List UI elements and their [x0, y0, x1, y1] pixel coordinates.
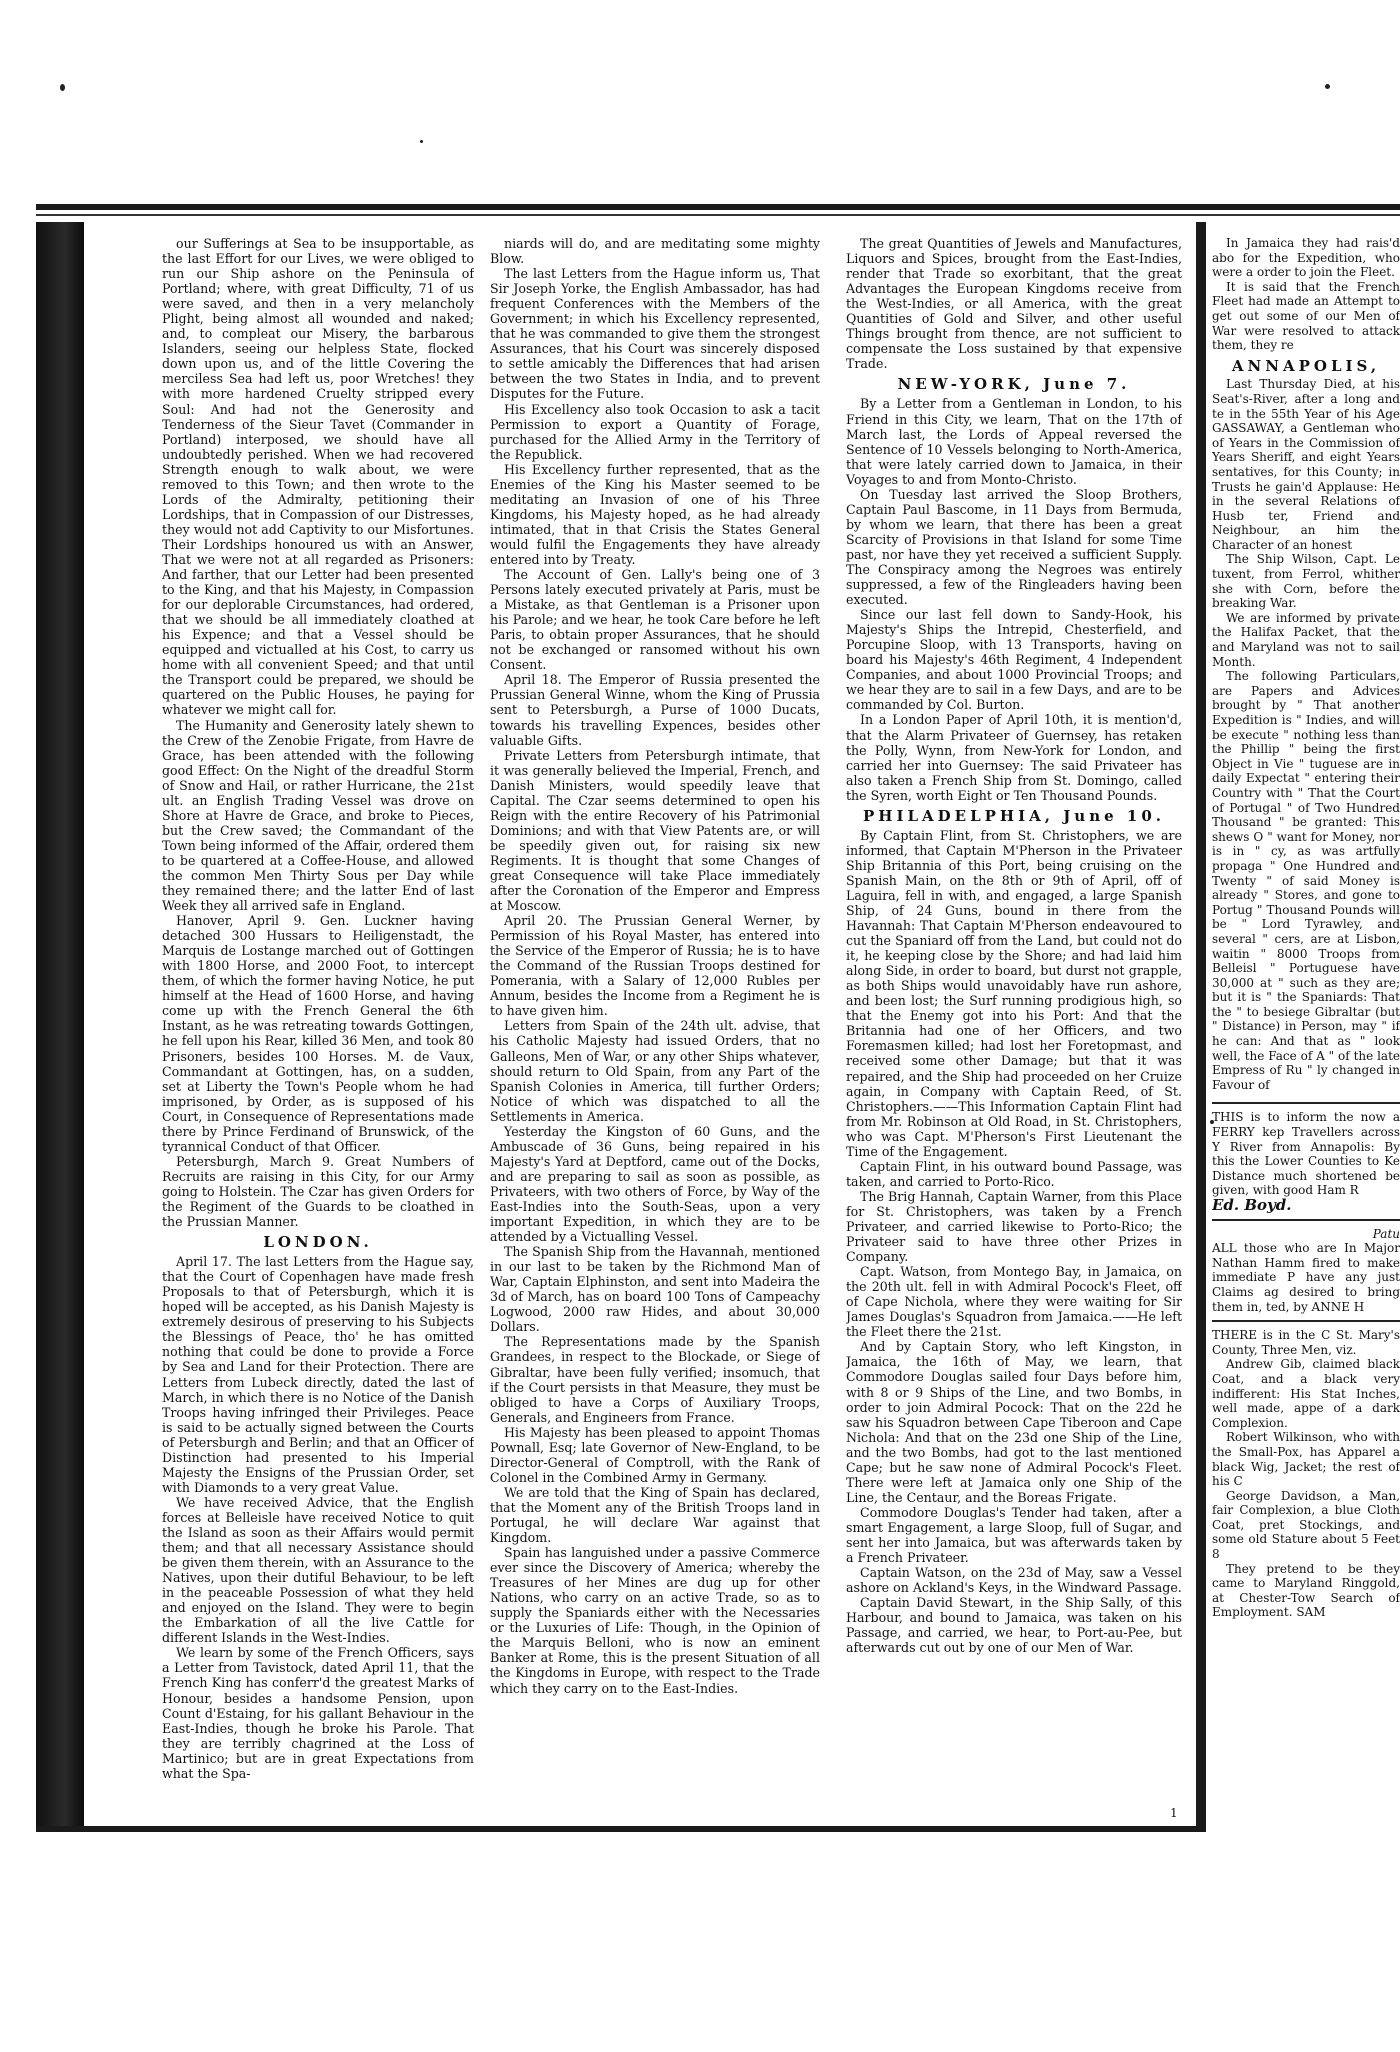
claims-advertisement: ALL those who are In Major Nathan Hamm fired to make immediate P have any just Claims ag desired to bring them in, ted, by ANNE H — [1212, 1241, 1400, 1314]
section-heading-new-york: NEW-YORK, June 7. — [897, 375, 1131, 394]
article-paragraph: The Spanish Ship from the Havannah, mentioned in our last to be taken by the Richmond Man of War, Captain Elphinston, and sent into Madeira the 3d of March, has on board 100 Tons of Campeachy Logwood, 2000 raw Hides, and about 30,000 Dollars. — [490, 1244, 820, 1335]
article-paragraph: His Excellency further represented, that as the Enemies of the King his Master seemed to be meditating an Invasion of one of his Three Kingdoms, his Majesty hoped, as he had already intimated, that in that Crisis the States General would fulfil the Engagements they have already entered into by Treaty. — [490, 461, 820, 567]
top-rule — [36, 204, 1400, 210]
article-paragraph: The Representations made by the Spanish Grandees, in respect to the Blockade, or Siege of Gibraltar, have been fully verified; insomuch, that if the Court persists in that Measure, they must be obliged to have a Corps of Auxiliary Troops, Generals, and Engineers from France. — [490, 1334, 820, 1425]
article-paragraph: niards will do, and are meditating some mighty Blow. — [490, 236, 820, 267]
article-paragraph: On Tuesday last arrived the Sloop Brothers, Captain Paul Bascome, in 11 Days from Bermuda, by whom we learn, that there has been a great Scarcity of Provisions in that Island for some Time past, nor have they yet received a sufficient Supply. The Conspiracy among the Negroes was entirely suppressed, a few of the Ringleaders having been executed. — [846, 486, 1182, 608]
section-heading-philadelphia: PHILADELPHIA, June 10. — [863, 806, 1165, 825]
top-rule-thin — [36, 214, 1400, 216]
column-1 — [162, 236, 474, 1812]
article-paragraph: We have received Advice, that the English forces at Belleisle have received Notice to quit the Island as soon as their Affairs would permit them; and that all necessary Assistance should be given them therein, with an Assurance to the Natives, upon their dutiful Behaviour, to be left in the peaceable Possession of what they held and enjoyed on the Island. They were to begin the Embarkation of all the live Cattle for different Islands in the West-Indies. — [162, 1494, 474, 1646]
section-heading-london: LONDON. — [263, 1233, 373, 1252]
article-paragraph: Yesterday the Kingston of 60 Guns, and the Ambuscade of 36 Guns, being repaired in his Majesty's Yard at Deptford, came out of the Docks, and are preparing to sail as soon as possible, as Privateers, with two others of Force, by Way of the East-Indies into the South-Seas, upon a very important Expedition, in which they are to be attended by a Victualling Vessel. — [490, 1123, 820, 1245]
advert-paragraph: George Davidson, a Man, fair Complexion, a blue Cloth Coat, pret Stockings, and some old Stature about 5 Feet 8 — [1212, 1488, 1400, 1562]
page-fold — [1196, 222, 1206, 1828]
article-paragraph: Hanover, April 9. Gen. Luckner having detached 300 Hussars to Heiligenstadt, the Marquis de Lostange marched out of Gottingen with 1800 Horse, and 2000 Foot, to intercept them, of which the former having Notice, he put himself at the Head of 1600 Horse, and having come up with the French General the 6th Instant, as he was retreating towards Gottingen, he fell upon his Rear, killed 36 Men, and took 80 Prisoners, besides 100 Horses. M. de Vaux, Commandant at Gottingen, has, on a sudden, set at Liberty the Town's People whom he had imprisoned, by Order, as is supposed of his Court, in Consequence of Representations made there by Prince Ferdinand of Brunswick, of the tyrannical Conduct of that Officer. — [162, 913, 474, 1154]
article-paragraph: Captain David Stewart, in the Ship Sally, of this Harbour, and bound to Jamaica, was taken on his Passage, and carried, we hear, to Port-au-Pee, but afterwards cut out by one of our Men of War. — [846, 1595, 1182, 1656]
article-paragraph: The Account of Gen. Lally's being one of 3 Persons lately executed privately at Paris, must be a Mistake, as that Gentleman is a Prisoner upon his Parole; and we hear, he took Care before he left Paris, to obtain proper Assurances, that he should not be exchanged or ransomed without his own Consent. — [490, 567, 820, 673]
article-paragraph: The Humanity and Generosity lately shewn to the Crew of the Zenobie Frigate, from Havre de Grace, has been attended with the following good Effect: On the Night of the dreadful Storm of Snow and Hail, or rather Hurricane, the 21st ult. an English Trading Vessel was drove on Shore at Havre de Grace, and broke to Pieces, but the Crew saved; the Commandant of the Town being informed of the Affair, ordered them to be quartered at a Coffee-House, and allowed the common Men Thirty Sous per Day while they remained there; and the latter End of last Week they all arrived safe in England. — [162, 717, 474, 914]
jail-advertisement-heading: THERE is in the C St. Mary's County, Three Men, viz. — [1212, 1328, 1400, 1357]
ink-speck — [60, 84, 65, 91]
advert-rule — [1212, 1102, 1400, 1104]
article-paragraph: His Majesty has been pleased to appoint Thomas Pownall, Esq; late Governor of New-England, to be Director-General of Comptroll, with the Rank of Colonel in the Combined Army in Germany. — [490, 1424, 820, 1485]
bottom-rule — [36, 1826, 1206, 1832]
article-paragraph: By a Letter from a Gentleman in London, to his Friend in this City, we learn, That on the 17th of March last, the Lords of Appeal reversed the Sentence of 10 Vessels belonging to North-America, that were lately carried down to Jamaica, in their Voyages to and from Monto-Christo. — [846, 396, 1182, 487]
ferry-advertisement: THIS is to inform the now a FERRY kep Travellers across Y River from Annapolis: By this the Lower Counties to Ke Distance much shortened be given, with good Ham R — [1212, 1110, 1400, 1198]
article-paragraph: We are informed by private the Halifax Packet, that the and Maryland was not to sail Month. — [1212, 610, 1400, 669]
article-paragraph: It is said that the French Fleet had made an Attempt to get out some of our Men of War were resolved to attack them, they re — [1212, 279, 1400, 353]
article-paragraph: The last Letters from the Hague inform us, That Sir Joseph Yorke, the English Ambassador, has had frequent Conferences with the Members of the Government; in which his Excellency represented, that he was commanded to give them the strongest Assurances, that his Court was sincerely disposed to settle amicably the Differences that had arisen between the two States in India, and to prevent Disputes for the Future. — [490, 266, 820, 402]
article-paragraph: April 17. The last Letters from the Hague say, that the Court of Copenhagen have made fresh Proposals to that of Petersburgh, which it is hoped will be accepted, as his Danish Majesty is extremely desirous of preserving to his Subjects the Blessings of Peace, tho' he has omitted nothing that could be done to provide a Force by Sea and Land for their Protection. There are Letters from Lubeck directly, dated the last of March, in which there is no Notice of the Danish Troops having infringed their Privileges. Peace is said to be actually signed between the Courts of Petersburgh and Berlin; and that an Officer of Distinction had presented to his Imperial Majesty the Ensigns of the Prussian Order, set with Diamonds to a very great Value. — [162, 1254, 474, 1495]
advert-rule — [1212, 1219, 1400, 1221]
ink-speck — [420, 140, 423, 143]
advert-paragraph: Robert Wilkinson, who with the Small-Pox, has Apparel a black Wig, Jacket; the rest of his C — [1212, 1430, 1400, 1489]
article-paragraph: April 18. The Emperor of Russia presented the Prussian General Winne, whom the King of Prussia sent to Petersburgh, a Purse of 1000 Ducats, towards his travelling Expences, besides other valuable Gifts. — [490, 672, 820, 748]
column-4-partial — [1212, 236, 1400, 1812]
advert-rule — [1212, 1320, 1400, 1322]
column-2 — [490, 236, 820, 1812]
article-paragraph: His Excellency also took Occasion to ask a tacit Permission to export a Quantity of Forage, purchased for the Allied Army in the Territory of the Republick. — [490, 401, 820, 462]
advert-location: Patu — [1372, 1226, 1400, 1241]
page-number: 1 — [1170, 1806, 1178, 1820]
article-paragraph: The following Particulars, are Papers and Advices brought by " That another Expedition is " Indies, and will be execute " nothing less than the Phillip " being the first Object in Vie " tuguese are in daily Expectat " entering their Country with " That the Court of Portugal " of Two Hundred Thousand " be granted: This shews O " want for Money, nor is in " cy, as was artfully propaga " One Hundred and Twenty " of said Money is already " Stores, and gone to Portug " Thousand Pounds will be " Lord Tyrawley, and several " cers, are at Lisbon, waitin " 8000 Troops from Belleisl " Portuguese have 30,000 at " such as they are; but it is " the Spaniards: That the " to besiege Gibraltar (but " Distance) in Person, may " if he can: And that as " look well, the Face of A " of the late Empress of Ru " ly changed in Favour of — [1212, 669, 1400, 1092]
column-3 — [846, 236, 1182, 1812]
article-paragraph: April 20. The Prussian General Werner, by Permission of his Royal Master, has entered into the Service of the Emperor of Russia; he is to have the Command of the Russian Troops destined for Pomerania, with a Salary of 12,000 Rubles per Annum, besides the Income from a Regiment he is to have given him. — [490, 913, 820, 1019]
article-paragraph: By Captain Flint, from St. Christophers, we are informed, that Captain M'Pherson in the Privateer Ship Britannia of this Port, being cruising on the Spanish Main, on the 8th or 9th of April, off of Laguira, fell in with, and engaged, a large Spanish Ship, of 24 Guns, bound in there from the Havannah: That Captain M'Pherson endeavoured to cut the Spaniard off from the Land, but could not do it, he keeping close by the Shore; and had laid him along Side, in order to board, but durst not grapple, as both Ships would unavoidably have run ashore, and been lost; the Surf running prodigious high, so that the Enemy got into his Port: And that the Britannia had one of her Officers, and two Foremasmen killed; had lost her Foretopmast, and received some other Damage; but that it was repaired, and the Ship had proceeded on her Cruize again, in Company with Captain Reed, of St. Christophers.——This Information Captain Flint had from Mr. Robinson at Old Road, in St. Christophers, who was Capt. M'Pherson's First Lieutenant the Time of the Engagement. — [846, 827, 1182, 1159]
article-paragraph: In a London Paper of April 10th, it is mention'd, that the Alarm Privateer of Guernsey, has retaken the Polly, Wynn, from New-York for London, and carried her into Guernsey: The said Privateer has also taken a French Ship from St. Domingo, called the Syren, worth Eight or Ten Thousand Pounds. — [846, 712, 1182, 803]
article-paragraph: The great Quantities of Jewels and Manufactures, Liquors and Spices, brought from the East-Indies, render that Trade so exorbitant, that the great Advantages the European Kingdoms receive from the West-Indies, or all America, with the great Quantities of Gold and Silver, and other useful Things brought from thence, are not sufficient to compensate the Loss sustained by that expensive Trade. — [846, 236, 1182, 372]
article-paragraph: And by Captain Story, who left Kingston, in Jamaica, the 16th of May, we learn, that Commodore Douglas sailed four Days before him, with 8 or 9 Ships of the Line, and two Bombs, in order to join Admiral Pocock: That on the 22d he saw his Squadron between Cape Tiberoon and Cape Nichola: And that on the 23d one Ship of the Line, and the two Bombs, had got to the last mentioned Cape; but he saw none of Admiral Pocock's Fleet. There were left at Jamaica only one Ship of the Line, the Centaur, and the Boreas Frigate. — [846, 1339, 1182, 1505]
advert-paragraph: They pretend to be they came to Maryland Ringgold, at Chester-Tow Search of Employment. SAM — [1212, 1561, 1400, 1620]
article-paragraph: Since our last fell down to Sandy-Hook, his Majesty's Ships the Intrepid, Chesterfield, and Porcupine Sloop, with 13 Transports, having on board his Majesty's 46th Regiment, 4 Independent Companies, and about 1000 Provincial Troops; and we hear they are to sail in a few Days, and are to be commanded by Col. Burton. — [846, 607, 1182, 713]
article-paragraph: Last Thursday Died, at his Seat's-River, after a long and te in the 55th Year of his Age GASSAWAY, a Gentleman who of Years in the Commission of Years Sheriff, and eight Years sentatives, for this County; in Trusts he gain'd Applause: He in the several Relations of Husb ter, Friend and Neighbour, an him the Character of an honest — [1212, 377, 1400, 552]
article-paragraph: Commodore Douglas's Tender had taken, after a smart Engagement, a large Sloop, full of Sugar, and sent her into Jamaica, but was afterwards taken by a French Privateer. — [846, 1504, 1182, 1566]
article-paragraph: Captain Flint, in his outward bound Passage, was taken, and carried to Porto-Rico. — [846, 1158, 1182, 1189]
advert-paragraph: Andrew Gib, claimed black Coat, and a black very indifferent: His Stat Inches, well made, appe of a dark Complexion. — [1212, 1357, 1400, 1430]
article-paragraph: We are told that the King of Spain has declared, that the Moment any of the British Troops land in Portugal, he will declare War against that Kingdom. — [490, 1484, 820, 1546]
article-paragraph: Petersburgh, March 9. Great Numbers of Recruits are raising in this City, for our Army going to Holstein. The Czar has given Orders for the Regiment of the Guards to be cloathed in the Prussian Manner. — [162, 1153, 474, 1230]
article-paragraph: In Jamaica they had rais'd abo for the Expedition, who were a order to join the Fleet. — [1212, 236, 1400, 280]
article-paragraph: Captain Watson, on the 23d of May, saw a Vessel ashore on Ackland's Keys, in the Windward Passage. — [846, 1565, 1182, 1596]
section-heading-annapolis: ANNAPOLIS, — [1231, 356, 1381, 375]
article-paragraph: The Brig Hannah, Captain Warner, from this Place for St. Christophers, was taken by a French Privateer, and carried likewise to Porto-Rico; the Privateer said to have three other Prizes in Company. — [846, 1188, 1182, 1265]
page-binding — [36, 222, 84, 1828]
article-paragraph: The Ship Wilson, Capt. Le tuxent, from Ferrol, whither she with Corn, before the breaking War. — [1212, 552, 1400, 611]
article-paragraph: Capt. Watson, from Montego Bay, in Jamaica, on the 20th ult. fell in with Admiral Pocock's Fleet, off of Cape Nichola, where they were waiting for Sir James Douglas's Squadron from Jamaica.——He left the Fleet there the 21st. — [846, 1264, 1182, 1340]
article-paragraph: Letters from Spain of the 24th ult. advise, that his Catholic Majesty had issued Orders, that no Galleons, Men of War, or any other Ships whatever, should return to Old Spain, from any Part of the Spanish Colonies in America, till further Orders; Notice of which was dispatched to all the Settlements in America. — [490, 1018, 820, 1124]
article-paragraph: our Sufferings at Sea to be insupportable, as the last Effort for our Lives, we were obliged to run our Ship ashore on the Peninsula of Portland; where, with great Difficulty, 71 of us were saved, and then in a very melancholy Plight, being almost all wounded and naked; and, to compleat our Misery, the barbarous Islanders, seeing our helpless State, flocked down upon us, and of the little Covering the merciless Sea had left us, poor Wretches! they with more hardened Cruelty stripped every Soul: And had not the Generosity and Tenderness of the Sieur Tavet (Commander in Portland) interposed, we should have all undoubtedly perished. When we had recovered Strength enough to walk about, we were removed to this Town; and then wrote to the Lords of the Admiralty, petitioning their Lordships, that in Compassion of our Distresses, they would not add Captivity to our Misfortunes. Their Lordships honoured us with an Answer, That we were not at all regarded as Prisoners: And farther, that our Letter had been presented to the King, and that his Majesty, in Compassion for our deplorable Circumstances, had ordered, that we should be all immediately cloathed at his Expence; and that a Vessel should be equipped and victualled at his Cost, to carry us home with all convenient Speed; and that until the Transport could be prepared, we should be quartered on the Public Houses, he paying for whatever we might call for. — [162, 236, 474, 718]
ferry-signature: Ed. Boyd. — [1212, 1196, 1292, 1214]
article-paragraph: We learn by some of the French Officers, says a Letter from Tavistock, dated April 11, that the French King has conferr'd the greatest Marks of Honour, besides a handsome Pension, upon Count d'Estaing, for his gallant Behaviour in the East-Indies, though he broke his Parole. That they are terribly chagrined at the Loss of Martinico; but are in great Expectations from what the Spa- — [162, 1645, 474, 1781]
ink-speck — [1325, 84, 1330, 89]
article-paragraph: Private Letters from Petersburgh intimate, that it was generally believed the Imperial, French, and Danish Ministers, would speedily leave that Capital. The Czar seems determined to open his Reign with the entire Recovery of his Patrimonial Dominions; and with that View Patents are, or will be speedily given out, for raising six new Regiments. It is thought that some Changes of great Consequence will take Place immediately after the Coronation of the Emperor and Empress at Moscow. — [490, 747, 820, 914]
article-paragraph: Spain has languished under a passive Commerce ever since the Discovery of America; whereby the Treasures of her Mines are dug up for other Nations, who carry on an active Trade, so as to supply the Spaniards either with the Necessaries or the Luxuries of Life: Though, in the Opinion of the Marquis Belloni, who is now an eminent Banker at Rome, this is the present Situation of all the Kingdoms in Europe, with respect to the Trade which they carry on to the East-Indies. — [490, 1545, 820, 1696]
